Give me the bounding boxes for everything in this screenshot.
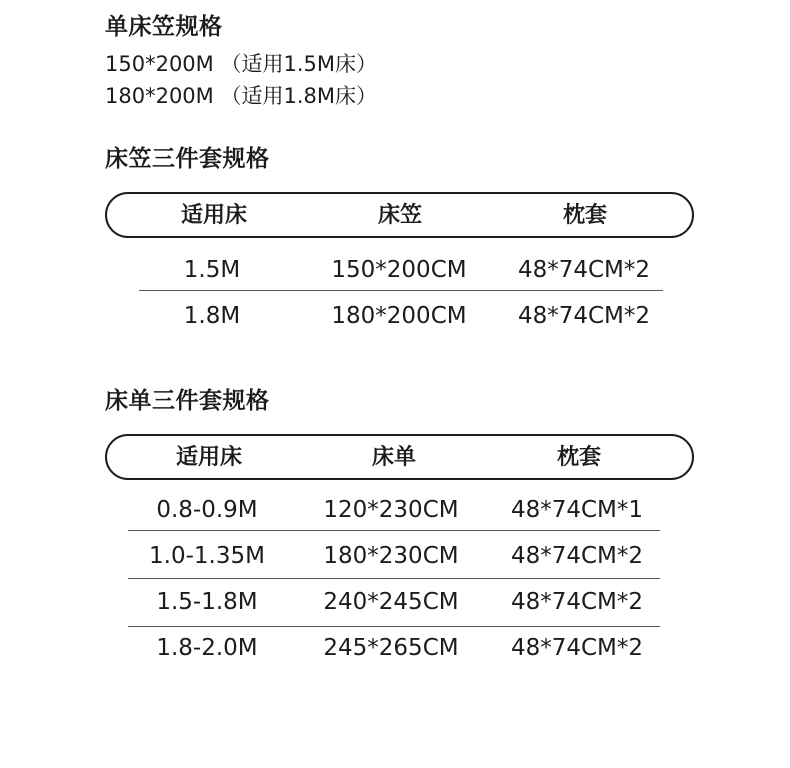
sheet-set-header-pillow: 枕套 <box>556 445 602 470</box>
table-row <box>105 293 694 339</box>
sheet-set-cell: 48*74CM*2 <box>510 635 644 661</box>
fitted-set-header-pillow: 枕套 <box>562 203 608 228</box>
fitted-set-header-fitted: 床笠 <box>377 203 423 228</box>
sheet-set-cell: 48*74CM*2 <box>510 543 644 569</box>
sheet-set-cell: 1.5-1.8M <box>156 589 258 615</box>
single-fitted-spec-1: 150*200M （适用1.5M床） <box>105 52 377 76</box>
fitted-set-cell: 1.5M <box>183 257 241 283</box>
fitted-set-cell: 180*200CM <box>331 303 467 329</box>
sheet-set-cell: 48*74CM*1 <box>510 497 644 523</box>
fitted-set-title: 床笠三件套规格 <box>105 146 270 172</box>
sheet-set-cell: 120*230CM <box>323 497 459 523</box>
single-fitted-title: 单床笠规格 <box>105 14 223 40</box>
sheet-set-header-sheet: 床单 <box>371 445 417 470</box>
sheet-set-cell: 180*230CM <box>323 543 459 569</box>
sheet-set-cell: 48*74CM*2 <box>510 589 644 615</box>
row-divider <box>128 530 660 531</box>
row-divider <box>139 290 663 291</box>
sheet-set-cell: 245*265CM <box>323 635 459 661</box>
fitted-set-cell: 150*200CM <box>331 257 467 283</box>
sheet-set-cell: 1.8-2.0M <box>156 635 258 661</box>
fitted-set-header <box>105 192 694 238</box>
table-row <box>105 625 694 671</box>
table-row <box>105 247 694 293</box>
table-row <box>105 533 694 579</box>
fitted-set-header-bed: 适用床 <box>180 203 248 228</box>
sheet-set-header-bed: 适用床 <box>175 445 243 470</box>
table-row <box>105 579 694 625</box>
fitted-set-cell: 1.8M <box>183 303 241 329</box>
sheet-set-cell: 240*245CM <box>323 589 459 615</box>
single-fitted-spec-2: 180*200M （适用1.8M床） <box>105 84 377 108</box>
sheet-set-cell: 0.8-0.9M <box>156 497 258 523</box>
sheet-set-header <box>105 434 694 480</box>
fitted-set-cell: 48*74CM*2 <box>517 257 651 283</box>
sheet-set-cell: 1.0-1.35M <box>149 543 265 569</box>
sheet-set-title: 床单三件套规格 <box>105 388 270 414</box>
fitted-set-cell: 48*74CM*2 <box>517 303 651 329</box>
table-row <box>105 487 694 533</box>
